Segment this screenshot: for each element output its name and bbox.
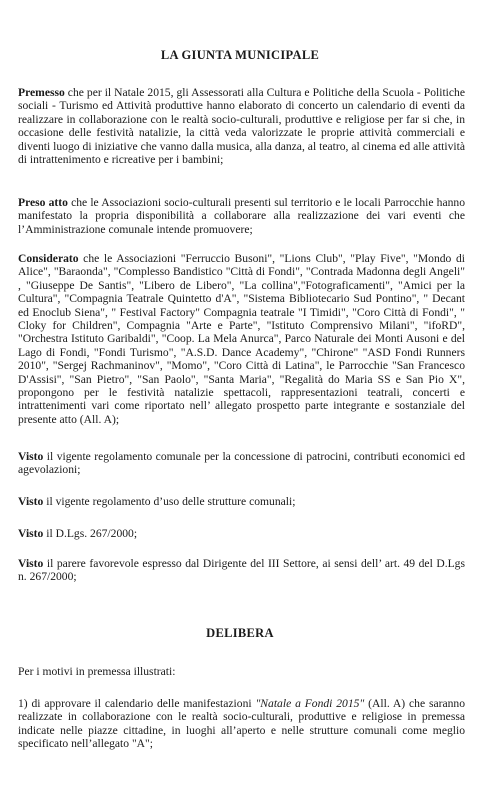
visto-patrocini-paragraph [18, 450, 465, 477]
page-title: LA GIUNTA MUNICIPALE [160, 48, 320, 62]
preso-atto-paragraph [18, 196, 465, 236]
visto-dlgs-paragraph [18, 527, 465, 540]
visto-text: il vigente regolamento comunale per la concessione di patrocini, contributi economici ed agevolazioni; [18, 450, 465, 477]
considerato-text: che le Associazioni "Ferruccio Busoni", "Lions Club", "Play Five", "Mondo di Alice", "Baraonda", "Complesso Bandistico "Città di Fondi", "Contrada Madonna degli Angeli" , "Giuseppe De Santis", "Libero de Libero", "La collina","Fotograficamenti", "Amici per la Cultura", "Compagnia Teatrale Quintetto d'A", "Sistema Bibliotecario Sud Pontino", " Decant ed Enoclub Siena", " Festival Factory" Compagnia teatrale "I Timidi", "Coro Città di Fondi", " Cloky for Children", Compagnia "Arte e Parte", "Istituto Comprensivo Milani", "ifoRD", "Orchestra Istituto Garibaldi", "Coop. La Mela Anurca", Parco Naturale dei Monti Ausoni e del Lago di Fondi, "Fondi Turismo", "A.S.D. Dance Academy", "Chirone" "ASD Fondi Runners 2010", "Sergej Rachmaninov", "Momo", "Coro Città di Latina", le Parrocchie "San Francesco D'Assisi", "San Pietro", "San Paolo", "Santa Maria", "Regalità do Maria SS e San Pio X", propongono per le festività natalizie spettacoli, rappresentazioni teatrali, concerti e intrattenimenti vari come riportato nell’ allegato prospetto parte integrante e sostanziale del presente atto (All. A); [18, 252, 465, 426]
deliberation-item-1 [18, 697, 465, 751]
delibera-heading: DELIBERA [206, 626, 274, 640]
item1-event-title: "Natale a Fondi 2015" [255, 697, 365, 710]
preso-atto-lead: Preso atto [18, 196, 68, 209]
visto-parere-paragraph [18, 557, 465, 584]
visto-strutture-paragraph [18, 495, 465, 508]
preso-atto-text: che le Associazioni socio-culturali presenti sul territorio e le locali Parrocchie hanno manifestato la propria disponibilità a collaborare alla realizzazione dei vari eventi che l’Amministrazione comunale intende promuovere; [18, 196, 465, 236]
premesso-paragraph [18, 86, 465, 166]
premesso-lead: Premesso [18, 86, 65, 99]
visto-text: il D.Lgs. 267/2000; [43, 527, 138, 540]
visto-lead: Visto [18, 450, 44, 463]
considerato-lead: Considerato [18, 252, 79, 265]
visto-text: il parere favorevole espresso dal Dirigente del III Settore, ai sensi dell’ art. 49 del D.Lgs n. 267/2000; [18, 557, 465, 584]
item1-prefix: 1) di approvare il calendario delle manifestazioni [18, 697, 256, 710]
item1-suffix: (All. A) che saranno realizzate in collaborazione con le realtà socio-culturali, produttive e religiose in premessa indicate nelle piazze cittadine, in luoghi all’aperto e nelle strutture comunali come meglio specificato nell’allegato "A"; [18, 697, 466, 751]
visto-lead: Visto [18, 527, 44, 540]
visto-lead: Visto [18, 495, 44, 508]
motivi-line: Per i motivi in premessa illustrati: [18, 665, 176, 678]
visto-lead: Visto [18, 557, 44, 570]
considerato-paragraph [18, 252, 465, 426]
visto-text: il vigente regolamento d’uso delle strutture comunali; [43, 495, 296, 508]
premesso-text: che per il Natale 2015, gli Assessorati alla Cultura e Politiche della Scuola - Politiche sociali - Turismo ed Attività produttive hanno elaborato di concerto un calendario di eventi da realizzare in collaborazione con le realtà socio-culturali, produttive e religiose per far si che, in occasione delle festività natalizie, la città veda valorizzate le proprie attività commerciali e diventi luogo di iniziative che vanno dalla musica, alla danza, al teatro, al cinema ed alle attività di intrattenimento e ricreative per i bambini; [18, 86, 465, 167]
